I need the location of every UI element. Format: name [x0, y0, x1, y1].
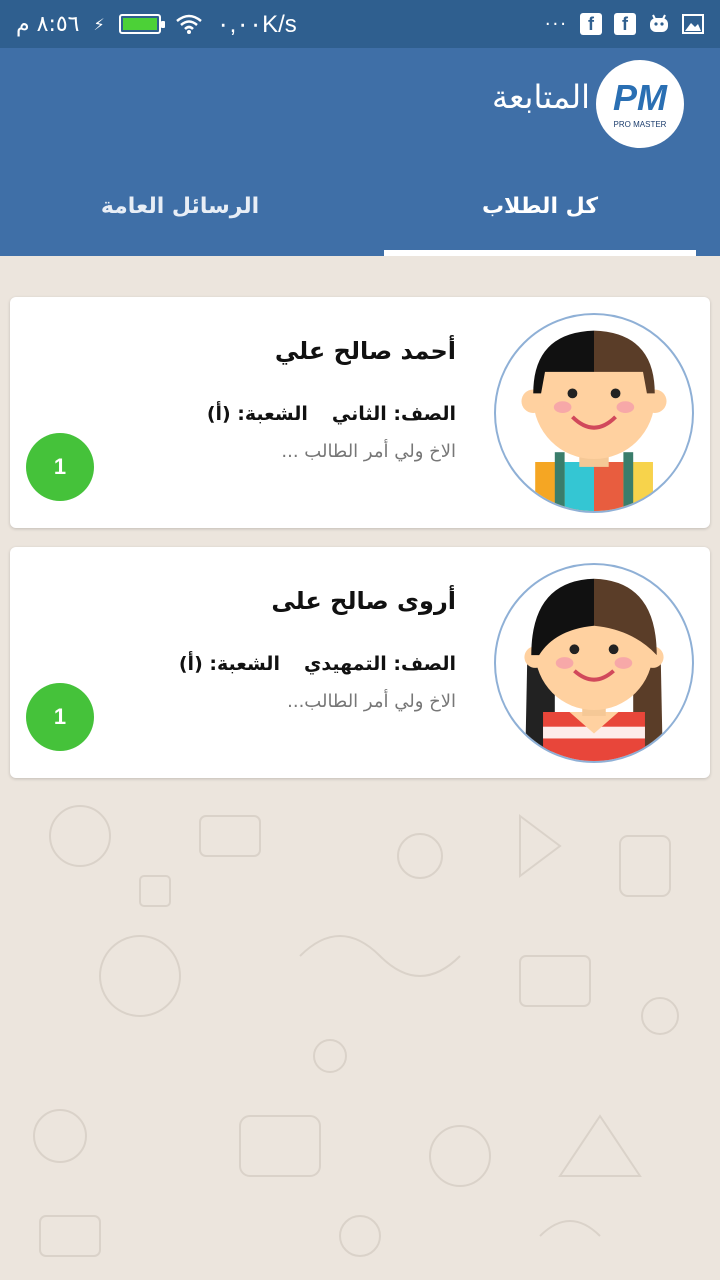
guardian-relation: الاخ ولي أمر الطالب...	[287, 691, 456, 712]
student-section: الشعبة: (أ)	[206, 403, 308, 425]
app-bar	[0, 48, 720, 256]
app-logo	[596, 60, 684, 148]
tab-general-messages[interactable]	[0, 156, 360, 256]
girl-avatar-icon	[494, 563, 694, 763]
status-bar-left	[16, 10, 297, 39]
status-bar-right	[545, 13, 704, 35]
student-class-info	[179, 653, 456, 675]
tab-bar	[0, 156, 720, 256]
android-icon	[648, 13, 670, 35]
battery-icon	[119, 14, 161, 34]
facebook-icon: f	[614, 13, 636, 35]
network-speed: ٠,٠٠K/s	[216, 10, 297, 38]
boy-avatar-icon	[494, 313, 694, 513]
more-notifications-icon: ···	[544, 13, 568, 35]
clock: ٨:٥٦ م	[16, 11, 80, 37]
tab-all-students[interactable]	[360, 156, 720, 256]
student-grade: الصف: التمهيدي	[303, 653, 456, 675]
guardian-relation: الاخ ولي أمر الطالب ...	[281, 441, 456, 462]
student-section: الشعبة: (أ)	[178, 653, 280, 675]
logo-mark: PM	[613, 76, 667, 118]
logo-subtitle: PRO MASTER	[613, 119, 667, 129]
facebook-icon: f	[580, 13, 602, 35]
student-card[interactable]	[10, 547, 710, 778]
image-icon	[682, 14, 704, 34]
unread-count-badge: 1	[26, 433, 94, 501]
student-card[interactable]	[10, 297, 710, 528]
unread-count-badge: 1	[26, 683, 94, 751]
charging-icon: ⚡	[93, 14, 105, 34]
wifi-icon	[175, 13, 203, 35]
page-title: المتابعة	[491, 78, 590, 116]
student-class-info	[207, 403, 456, 425]
status-bar	[0, 0, 720, 48]
tab-label: كل الطلاب	[481, 193, 599, 219]
student-name: أحمد صالح علي	[274, 337, 456, 365]
tab-label: الرسائل العامة	[100, 193, 260, 219]
student-grade: الصف: الثاني	[331, 403, 456, 425]
student-name: أروى صالح على	[271, 587, 456, 615]
